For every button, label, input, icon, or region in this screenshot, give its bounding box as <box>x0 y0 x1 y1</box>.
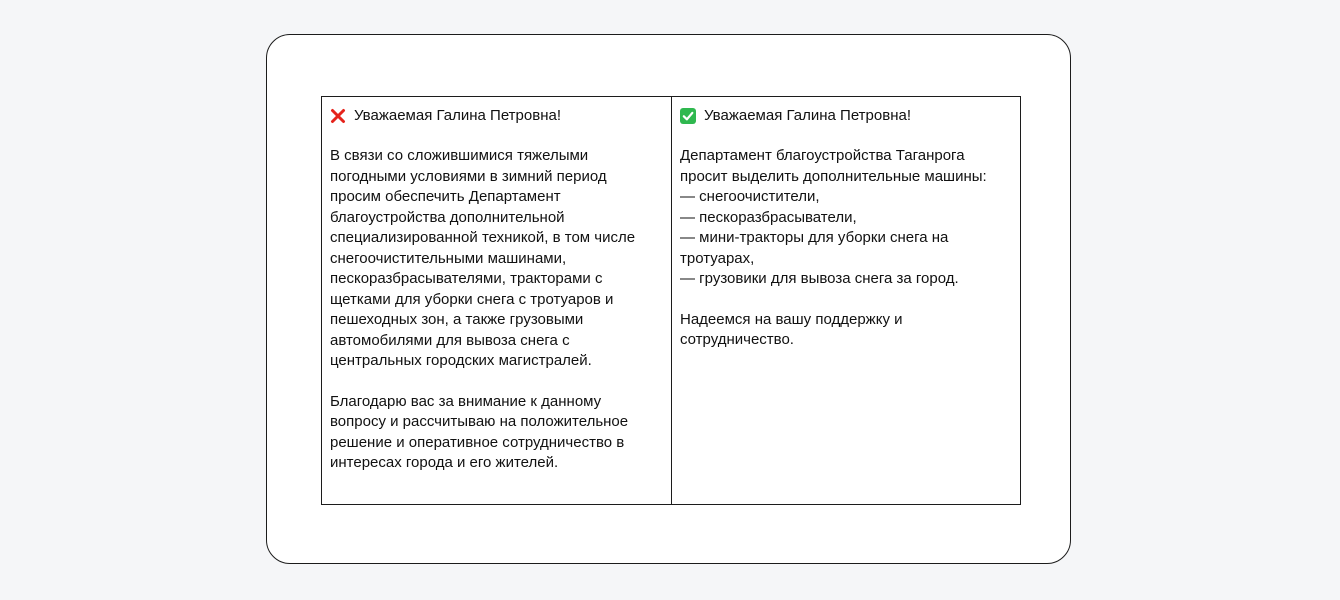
bad-greeting-line <box>330 106 663 126</box>
good-example-column <box>671 97 1020 504</box>
good-greeting-text: Уважаемая Галина Петровна! <box>704 106 911 124</box>
good-greeting-line <box>680 106 1012 126</box>
letter-comparison-table <box>321 96 1021 505</box>
bad-greeting-text: Уважаемая Галина Петровна! <box>354 106 561 124</box>
good-closing-paragraph: Надеемся на вашу поддержку и сотрудничество. <box>680 310 903 348</box>
bad-closing-paragraph: Благодарю вас за внимание к данному вопросу и рассчитываю на положительное решение и оперативное сотрудничество в интересах города и его жителей. <box>330 392 629 471</box>
bad-example-column <box>322 97 671 504</box>
good-body-paragraph: Департамент благоустройства Таганрога просит выделить дополнительные машины: — снегоочистители, — пескоразбрасыватели, — мини-тракторы для уборки снега на тротуарах, — грузовики для вывоза снега за город. <box>680 147 987 287</box>
cross-mark-icon <box>330 108 346 124</box>
bad-body-paragraph: В связи со сложившимися тяжелыми погодными условиями в зимний период просим обеспечить Департамент благоустройства дополнительной специализированной техникой, в том числе снегоочистительными машинами, пескоразбрасывателями, тракторами с щетками для уборки снега с тротуаров и пешеходных зон, а также грузовыми автомобилями для вывоза снега с центральных городских магистралей. <box>330 147 636 369</box>
check-mark-button-icon <box>680 108 696 124</box>
